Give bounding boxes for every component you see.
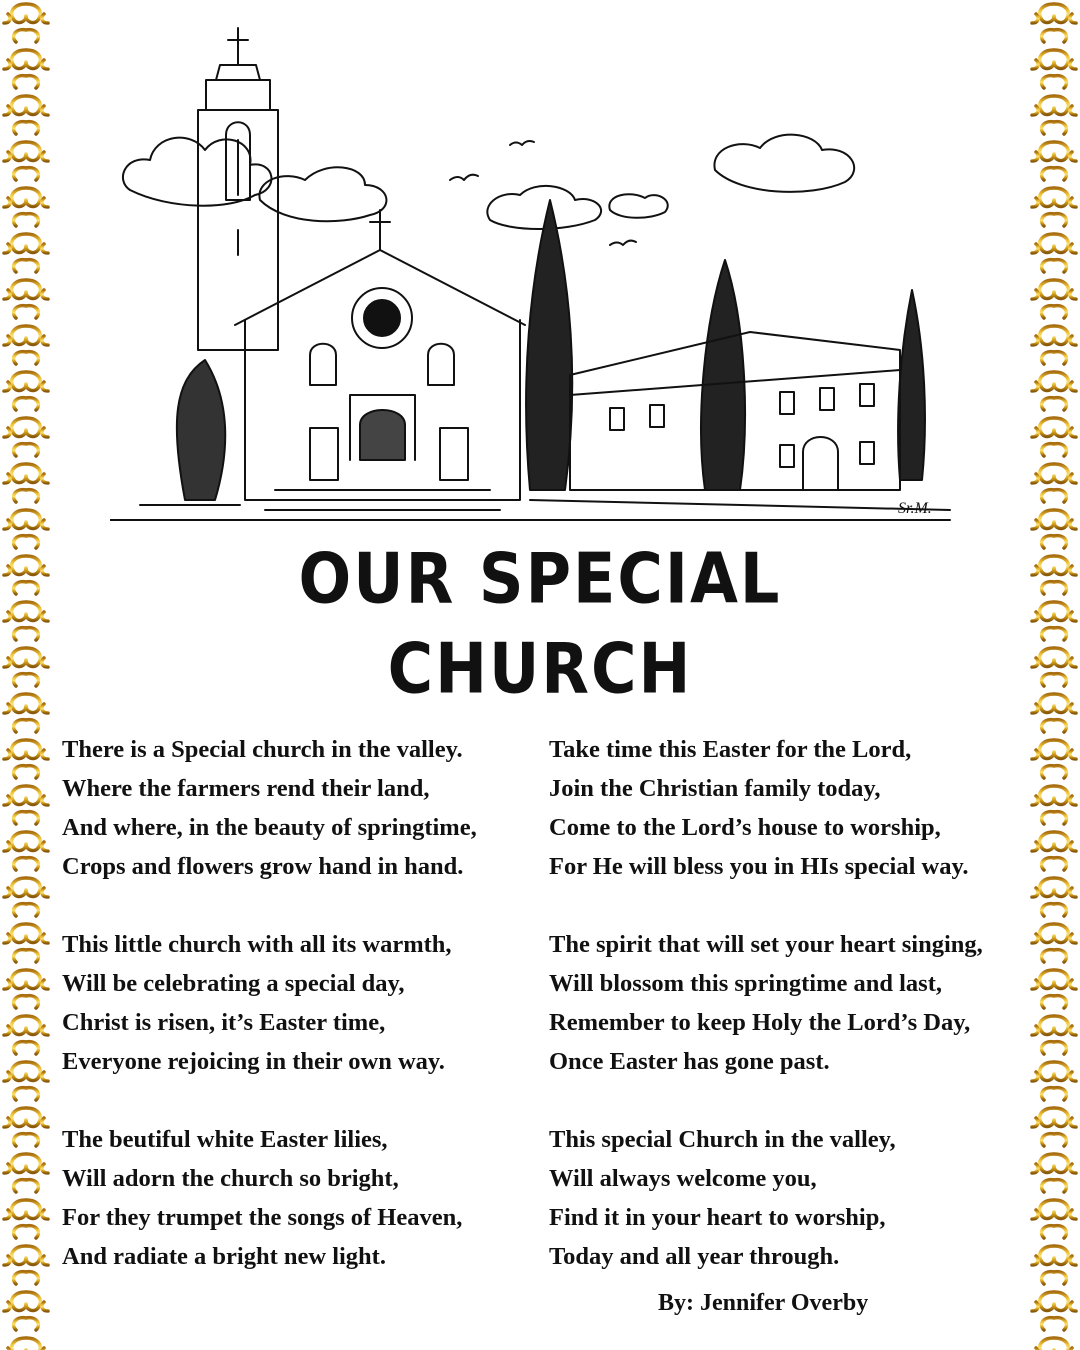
- poem-line: Crops and flowers grow hand in hand.: [62, 853, 464, 880]
- cloud-right: [714, 135, 854, 192]
- church-steps: [265, 490, 500, 510]
- poem-title-line-1: OUR SPECIAL: [298, 537, 782, 620]
- poem-line: This special Church in the valley,: [549, 1126, 896, 1153]
- stanza: [62, 730, 532, 886]
- left-poem-column: [62, 730, 532, 1315]
- poem-line: This little church with all its warmth,: [62, 931, 452, 958]
- poem-line: Will blossom this springtime and last,: [549, 970, 942, 997]
- poem-line: For He will bless you in HIs special way.: [549, 853, 969, 880]
- poem-line: Will always welcome you,: [549, 1165, 817, 1192]
- poem-line: Take time this Easter for the Lord,: [549, 736, 912, 763]
- cypress-tree-right: [701, 260, 745, 490]
- artist-signature: Sr.M.: [898, 500, 932, 517]
- poem-line: Today and all year through.: [549, 1243, 840, 1270]
- poem-line: Come to the Lord’s house to worship,: [549, 814, 941, 841]
- tower-belfry: [206, 80, 270, 110]
- stanza: [549, 925, 1029, 1081]
- author-byline: By: Jennifer Overby: [658, 1290, 869, 1316]
- poem-line: The spirit that will set your heart singing,: [549, 931, 983, 958]
- right-poem-column: [549, 730, 1029, 1315]
- poem-line: Christ is risen, it’s Easter time,: [62, 1009, 386, 1036]
- stanza: [549, 730, 1029, 886]
- poem-line: The beutiful white Easter lilies,: [62, 1126, 388, 1153]
- poem-line: There is a Special church in the valley.: [62, 736, 463, 763]
- poem-line: Remember to keep Holy the Lord’s Day,: [549, 1009, 971, 1036]
- poem-line: Join the Christian family today,: [549, 775, 881, 802]
- bird-1: [450, 175, 478, 180]
- poem-line: Find it in your heart to worship,: [549, 1204, 886, 1231]
- cypress-tree-far-right: [898, 290, 925, 480]
- poem-line: For they trumpet the songs of Heaven,: [62, 1204, 463, 1231]
- bird-2: [510, 141, 534, 145]
- poem-line: And where, in the beauty of springtime,: [62, 814, 477, 841]
- cloud-center-right: [609, 194, 667, 218]
- stanza: [62, 1120, 532, 1276]
- rectory-door: [803, 437, 838, 490]
- bird-3: [610, 241, 636, 245]
- poem-line: Will be celebrating a special day,: [62, 970, 405, 997]
- poem-line: And radiate a bright new light.: [62, 1243, 386, 1270]
- tower-cap: [216, 65, 260, 80]
- cypress-tree-left: [177, 360, 225, 500]
- poem-line: Will adorn the church so bright,: [62, 1165, 399, 1192]
- side-door-left: [310, 428, 338, 480]
- poem-line: Where the farmers rend their land,: [62, 775, 430, 802]
- side-door-right: [440, 428, 468, 480]
- poem-title-line-2: CHURCH: [387, 627, 693, 710]
- stanza: [549, 1120, 1029, 1276]
- stanza: [62, 925, 532, 1081]
- church-illustration: [110, 20, 960, 525]
- poem-line: Once Easter has gone past.: [549, 1048, 830, 1075]
- cypress-tree-center: [526, 200, 572, 490]
- poem-line: Everyone rejoicing in their own way.: [62, 1048, 445, 1075]
